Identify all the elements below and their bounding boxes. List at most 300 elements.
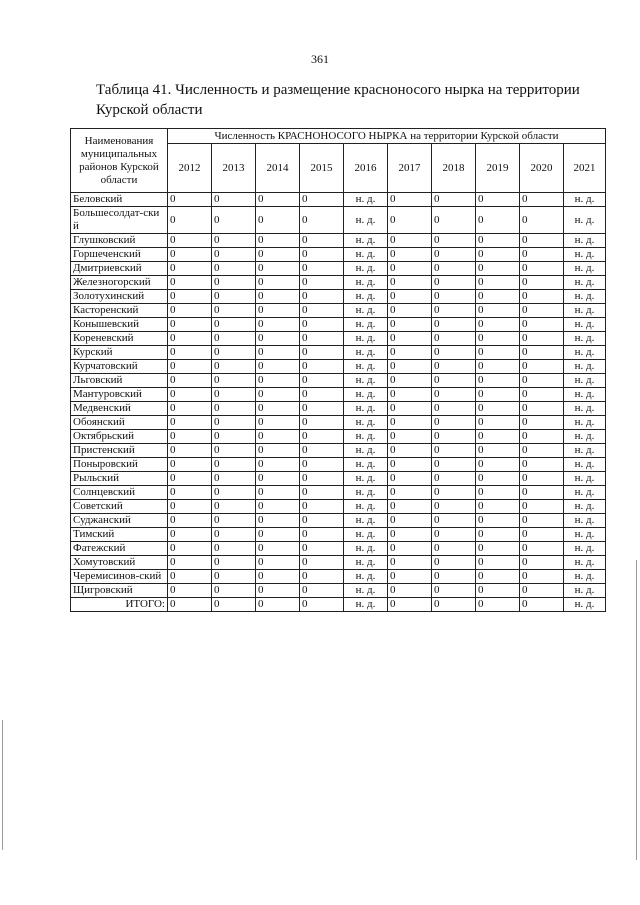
scan-edge-mark xyxy=(2,720,3,850)
table-row xyxy=(71,248,606,262)
count-cell: 0 xyxy=(432,332,476,346)
count-cell: н. д. xyxy=(344,416,388,430)
count-cell: 0 xyxy=(388,500,432,514)
count-cell: 0 xyxy=(476,193,520,207)
count-cell: 0 xyxy=(388,598,432,612)
count-cell: 0 xyxy=(388,556,432,570)
table-row xyxy=(71,346,606,360)
count-cell: н. д. xyxy=(564,458,606,472)
count-cell: 0 xyxy=(300,374,344,388)
count-cell: 0 xyxy=(432,416,476,430)
district-name: Кореневский xyxy=(71,332,168,346)
count-cell: 0 xyxy=(300,276,344,290)
count-cell: 0 xyxy=(388,276,432,290)
count-cell: н. д. xyxy=(564,318,606,332)
count-cell: 0 xyxy=(168,598,212,612)
count-cell: 0 xyxy=(432,402,476,416)
count-cell: 0 xyxy=(300,458,344,472)
count-cell: 0 xyxy=(388,570,432,584)
count-cell: 0 xyxy=(520,486,564,500)
count-cell: н. д. xyxy=(344,290,388,304)
total-label: ИТОГО: xyxy=(71,598,168,612)
count-cell: н. д. xyxy=(344,458,388,472)
count-cell: 0 xyxy=(432,193,476,207)
count-cell: 0 xyxy=(212,360,256,374)
count-cell: 0 xyxy=(388,416,432,430)
count-cell: 0 xyxy=(432,528,476,542)
table-row xyxy=(71,416,606,430)
count-cell: 0 xyxy=(520,318,564,332)
count-cell: 0 xyxy=(168,193,212,207)
count-cell: 0 xyxy=(476,332,520,346)
count-cell: 0 xyxy=(388,402,432,416)
table-row xyxy=(71,500,606,514)
count-cell: 0 xyxy=(388,262,432,276)
count-cell: 0 xyxy=(388,318,432,332)
district-name: Хомутовский xyxy=(71,556,168,570)
count-cell: н. д. xyxy=(564,207,606,234)
count-cell: 0 xyxy=(168,500,212,514)
count-cell: 0 xyxy=(212,402,256,416)
count-cell: н. д. xyxy=(564,416,606,430)
count-cell: 0 xyxy=(256,458,300,472)
count-cell: 0 xyxy=(212,528,256,542)
count-cell: 0 xyxy=(520,402,564,416)
count-cell: 0 xyxy=(520,430,564,444)
count-cell: 0 xyxy=(388,193,432,207)
count-cell: 0 xyxy=(300,234,344,248)
count-cell: н. д. xyxy=(344,346,388,360)
district-name: Медвенский xyxy=(71,402,168,416)
count-cell: 0 xyxy=(212,472,256,486)
count-cell: 0 xyxy=(388,360,432,374)
district-name: Тимский xyxy=(71,528,168,542)
year-header: 2012 xyxy=(168,144,212,193)
table-row xyxy=(71,262,606,276)
count-cell: 0 xyxy=(256,207,300,234)
count-cell: н. д. xyxy=(564,290,606,304)
district-name: Касторенский xyxy=(71,304,168,318)
year-header: 2015 xyxy=(300,144,344,193)
count-cell: н. д. xyxy=(344,528,388,542)
count-cell: 0 xyxy=(212,542,256,556)
district-name: Обоянский xyxy=(71,416,168,430)
count-cell: 0 xyxy=(256,290,300,304)
count-cell: 0 xyxy=(476,304,520,318)
count-cell: 0 xyxy=(256,584,300,598)
count-cell: 0 xyxy=(256,514,300,528)
count-cell: 0 xyxy=(388,248,432,262)
count-cell: н. д. xyxy=(344,598,388,612)
count-cell: н. д. xyxy=(344,262,388,276)
count-cell: 0 xyxy=(432,207,476,234)
count-cell: 0 xyxy=(212,570,256,584)
count-cell: 0 xyxy=(520,262,564,276)
count-cell: н. д. xyxy=(344,430,388,444)
count-cell: н. д. xyxy=(344,402,388,416)
table-row xyxy=(71,430,606,444)
count-cell: 0 xyxy=(168,388,212,402)
count-cell: 0 xyxy=(212,416,256,430)
count-cell: 0 xyxy=(256,304,300,318)
district-name: Конышевский xyxy=(71,318,168,332)
count-cell: 0 xyxy=(256,430,300,444)
count-cell: 0 xyxy=(476,472,520,486)
district-name: Октябрьский xyxy=(71,430,168,444)
count-cell: 0 xyxy=(300,486,344,500)
count-cell: 0 xyxy=(476,276,520,290)
count-cell: н. д. xyxy=(564,486,606,500)
count-cell: 0 xyxy=(432,262,476,276)
count-cell: 0 xyxy=(432,500,476,514)
count-cell: н. д. xyxy=(564,514,606,528)
count-cell: 0 xyxy=(168,402,212,416)
count-cell: н. д. xyxy=(344,332,388,346)
year-header: 2017 xyxy=(388,144,432,193)
total-row xyxy=(71,598,606,612)
count-cell: 0 xyxy=(168,472,212,486)
count-cell: 0 xyxy=(168,444,212,458)
count-cell: 0 xyxy=(520,360,564,374)
count-cell: 0 xyxy=(520,556,564,570)
count-cell: 0 xyxy=(168,542,212,556)
count-cell: 0 xyxy=(300,584,344,598)
count-cell: 0 xyxy=(520,500,564,514)
year-header: 2020 xyxy=(520,144,564,193)
count-cell: 0 xyxy=(256,248,300,262)
count-cell: 0 xyxy=(476,416,520,430)
count-cell: 0 xyxy=(300,360,344,374)
count-cell: 0 xyxy=(256,444,300,458)
count-cell: н. д. xyxy=(564,542,606,556)
count-cell: н. д. xyxy=(344,584,388,598)
count-cell: 0 xyxy=(300,444,344,458)
district-name: Черемисинов-ский xyxy=(71,570,168,584)
count-cell: 0 xyxy=(168,262,212,276)
count-cell: н. д. xyxy=(344,374,388,388)
table-row xyxy=(71,360,606,374)
year-header: 2013 xyxy=(212,144,256,193)
count-cell: 0 xyxy=(212,346,256,360)
count-cell: 0 xyxy=(256,346,300,360)
count-cell: н. д. xyxy=(344,276,388,290)
count-cell: 0 xyxy=(388,486,432,500)
count-cell: 0 xyxy=(212,500,256,514)
count-cell: 0 xyxy=(476,207,520,234)
count-cell: 0 xyxy=(168,584,212,598)
year-header: 2021 xyxy=(564,144,606,193)
count-cell: 0 xyxy=(256,374,300,388)
count-cell: 0 xyxy=(520,234,564,248)
count-cell: 0 xyxy=(168,360,212,374)
year-header: 2016 xyxy=(344,144,388,193)
count-cell: н. д. xyxy=(564,528,606,542)
year-header: 2018 xyxy=(432,144,476,193)
district-name: Курчатовский xyxy=(71,360,168,374)
district-name: Солнцевский xyxy=(71,486,168,500)
table-row xyxy=(71,402,606,416)
count-cell: 0 xyxy=(520,346,564,360)
year-header: 2019 xyxy=(476,144,520,193)
district-name: Мантуровский xyxy=(71,388,168,402)
count-cell: 0 xyxy=(388,584,432,598)
count-cell: 0 xyxy=(476,570,520,584)
district-name: Пристенский xyxy=(71,444,168,458)
table-row xyxy=(71,458,606,472)
district-name: Большесолдат-ский xyxy=(71,207,168,234)
count-cell: 0 xyxy=(388,346,432,360)
count-cell: 0 xyxy=(168,556,212,570)
count-cell: н. д. xyxy=(344,234,388,248)
count-cell: 0 xyxy=(300,248,344,262)
table-row xyxy=(71,570,606,584)
district-name: Горшеченский xyxy=(71,248,168,262)
district-name: Суджанский xyxy=(71,514,168,528)
district-name: Курский xyxy=(71,346,168,360)
count-cell: н. д. xyxy=(344,304,388,318)
count-cell: н. д. xyxy=(344,248,388,262)
count-cell: н. д. xyxy=(564,570,606,584)
count-cell: 0 xyxy=(168,430,212,444)
district-name: Фатежский xyxy=(71,542,168,556)
count-cell: 0 xyxy=(432,486,476,500)
count-cell: 0 xyxy=(300,598,344,612)
count-cell: н. д. xyxy=(344,444,388,458)
count-cell: 0 xyxy=(432,276,476,290)
count-cell: 0 xyxy=(256,570,300,584)
count-cell: 0 xyxy=(212,332,256,346)
count-cell: 0 xyxy=(520,598,564,612)
count-cell: 0 xyxy=(520,458,564,472)
district-name: Дмитриевский xyxy=(71,262,168,276)
count-cell: 0 xyxy=(520,584,564,598)
count-cell: н. д. xyxy=(564,304,606,318)
count-cell: 0 xyxy=(432,374,476,388)
count-cell: 0 xyxy=(300,346,344,360)
count-cell: 0 xyxy=(212,458,256,472)
count-cell: 0 xyxy=(388,458,432,472)
district-name: Глушковский xyxy=(71,234,168,248)
count-cell: н. д. xyxy=(344,207,388,234)
table-row xyxy=(71,304,606,318)
count-cell: 0 xyxy=(256,388,300,402)
count-cell: 0 xyxy=(432,472,476,486)
count-cell: 0 xyxy=(300,207,344,234)
count-cell: 0 xyxy=(520,416,564,430)
count-cell: 0 xyxy=(476,360,520,374)
table-row xyxy=(71,207,606,234)
count-cell: 0 xyxy=(476,458,520,472)
count-cell: н. д. xyxy=(564,262,606,276)
count-cell: 0 xyxy=(300,416,344,430)
count-cell: н. д. xyxy=(344,388,388,402)
count-cell: 0 xyxy=(300,193,344,207)
district-name: Поныровский xyxy=(71,458,168,472)
count-cell: 0 xyxy=(212,276,256,290)
count-cell: н. д. xyxy=(564,500,606,514)
count-cell: н. д. xyxy=(344,318,388,332)
count-cell: 0 xyxy=(168,514,212,528)
count-cell: 0 xyxy=(168,276,212,290)
count-cell: 0 xyxy=(520,248,564,262)
district-name: Рыльский xyxy=(71,472,168,486)
count-cell: 0 xyxy=(300,290,344,304)
count-cell: 0 xyxy=(212,388,256,402)
count-cell: 0 xyxy=(388,472,432,486)
table-row xyxy=(71,276,606,290)
count-cell: 0 xyxy=(476,430,520,444)
count-cell: 0 xyxy=(432,458,476,472)
count-cell: 0 xyxy=(432,290,476,304)
table-row xyxy=(71,193,606,207)
count-cell: 0 xyxy=(212,584,256,598)
count-cell: 0 xyxy=(168,304,212,318)
count-cell: 0 xyxy=(388,234,432,248)
count-cell: 0 xyxy=(212,514,256,528)
count-cell: н. д. xyxy=(564,360,606,374)
table-row xyxy=(71,290,606,304)
district-name: Беловский xyxy=(71,193,168,207)
count-cell: 0 xyxy=(212,304,256,318)
count-cell: н. д. xyxy=(564,374,606,388)
table-row xyxy=(71,388,606,402)
count-cell: 0 xyxy=(476,514,520,528)
count-cell: н. д. xyxy=(564,430,606,444)
count-cell: 0 xyxy=(300,332,344,346)
count-cell: 0 xyxy=(476,542,520,556)
count-cell: 0 xyxy=(212,430,256,444)
count-cell: 0 xyxy=(432,542,476,556)
count-cell: 0 xyxy=(300,542,344,556)
count-cell: 0 xyxy=(520,276,564,290)
count-cell: 0 xyxy=(300,402,344,416)
count-cell: 0 xyxy=(256,318,300,332)
district-name: Советский xyxy=(71,500,168,514)
count-cell: н. д. xyxy=(564,584,606,598)
count-cell: 0 xyxy=(476,318,520,332)
count-cell: 0 xyxy=(212,290,256,304)
count-cell: 0 xyxy=(300,388,344,402)
count-cell: 0 xyxy=(212,318,256,332)
count-cell: 0 xyxy=(520,374,564,388)
count-cell: 0 xyxy=(388,207,432,234)
count-cell: 0 xyxy=(168,207,212,234)
count-cell: 0 xyxy=(212,262,256,276)
count-cell: 0 xyxy=(256,472,300,486)
count-cell: 0 xyxy=(388,304,432,318)
count-cell: 0 xyxy=(476,346,520,360)
population-table xyxy=(70,128,606,612)
year-header: 2014 xyxy=(256,144,300,193)
district-name: Льговский xyxy=(71,374,168,388)
count-cell: 0 xyxy=(432,388,476,402)
page-number: 361 xyxy=(311,52,329,66)
count-cell: 0 xyxy=(388,444,432,458)
count-cell: 0 xyxy=(168,318,212,332)
count-cell: н. д. xyxy=(564,402,606,416)
count-cell: 0 xyxy=(256,556,300,570)
count-cell: 0 xyxy=(256,360,300,374)
count-cell: 0 xyxy=(256,234,300,248)
table-row xyxy=(71,332,606,346)
count-cell: 0 xyxy=(432,304,476,318)
count-cell: 0 xyxy=(300,262,344,276)
count-cell: н. д. xyxy=(564,346,606,360)
count-cell: 0 xyxy=(388,388,432,402)
table-row xyxy=(71,556,606,570)
count-cell: 0 xyxy=(388,430,432,444)
count-cell: 0 xyxy=(432,514,476,528)
count-cell: 0 xyxy=(300,318,344,332)
count-cell: 0 xyxy=(300,500,344,514)
count-cell: н. д. xyxy=(344,472,388,486)
count-cell: 0 xyxy=(168,234,212,248)
count-cell: 0 xyxy=(212,444,256,458)
count-cell: 0 xyxy=(256,598,300,612)
district-name: Золотухинский xyxy=(71,290,168,304)
count-cell: н. д. xyxy=(564,193,606,207)
count-cell: 0 xyxy=(212,193,256,207)
count-cell: 0 xyxy=(256,193,300,207)
count-cell: н. д. xyxy=(344,570,388,584)
table-caption: Таблица 41. Численность и размещение красноносого нырка на территории Курской области xyxy=(96,82,580,118)
count-cell: н. д. xyxy=(564,598,606,612)
count-cell: 0 xyxy=(168,486,212,500)
count-cell: н. д. xyxy=(564,234,606,248)
count-cell: 0 xyxy=(432,346,476,360)
count-cell: 0 xyxy=(432,430,476,444)
count-cell: н. д. xyxy=(344,556,388,570)
count-cell: 0 xyxy=(520,207,564,234)
table-row xyxy=(71,444,606,458)
count-cell: 0 xyxy=(256,542,300,556)
table-row xyxy=(71,318,606,332)
count-cell: 0 xyxy=(300,556,344,570)
count-cell: 0 xyxy=(520,570,564,584)
count-cell: н. д. xyxy=(344,360,388,374)
count-cell: 0 xyxy=(256,276,300,290)
count-cell: 0 xyxy=(476,598,520,612)
count-cell: 0 xyxy=(432,444,476,458)
count-cell: 0 xyxy=(520,332,564,346)
count-cell: 0 xyxy=(476,388,520,402)
table-row xyxy=(71,374,606,388)
count-cell: 0 xyxy=(476,444,520,458)
count-cell: 0 xyxy=(168,290,212,304)
count-cell: 0 xyxy=(256,528,300,542)
count-cell: н. д. xyxy=(344,500,388,514)
count-cell: н. д. xyxy=(564,276,606,290)
count-cell: 0 xyxy=(476,290,520,304)
count-cell: н. д. xyxy=(564,444,606,458)
count-cell: 0 xyxy=(476,486,520,500)
count-cell: 0 xyxy=(168,248,212,262)
count-cell: 0 xyxy=(476,234,520,248)
count-cell: 0 xyxy=(212,598,256,612)
count-cell: 0 xyxy=(432,570,476,584)
count-cell: 0 xyxy=(168,346,212,360)
count-cell: 0 xyxy=(388,332,432,346)
count-cell: 0 xyxy=(212,234,256,248)
count-cell: 0 xyxy=(212,556,256,570)
count-cell: 0 xyxy=(476,262,520,276)
count-cell: 0 xyxy=(520,290,564,304)
count-cell: 0 xyxy=(168,332,212,346)
table-row xyxy=(71,584,606,598)
count-cell: 0 xyxy=(256,402,300,416)
count-cell: 0 xyxy=(300,570,344,584)
count-cell: 0 xyxy=(388,290,432,304)
